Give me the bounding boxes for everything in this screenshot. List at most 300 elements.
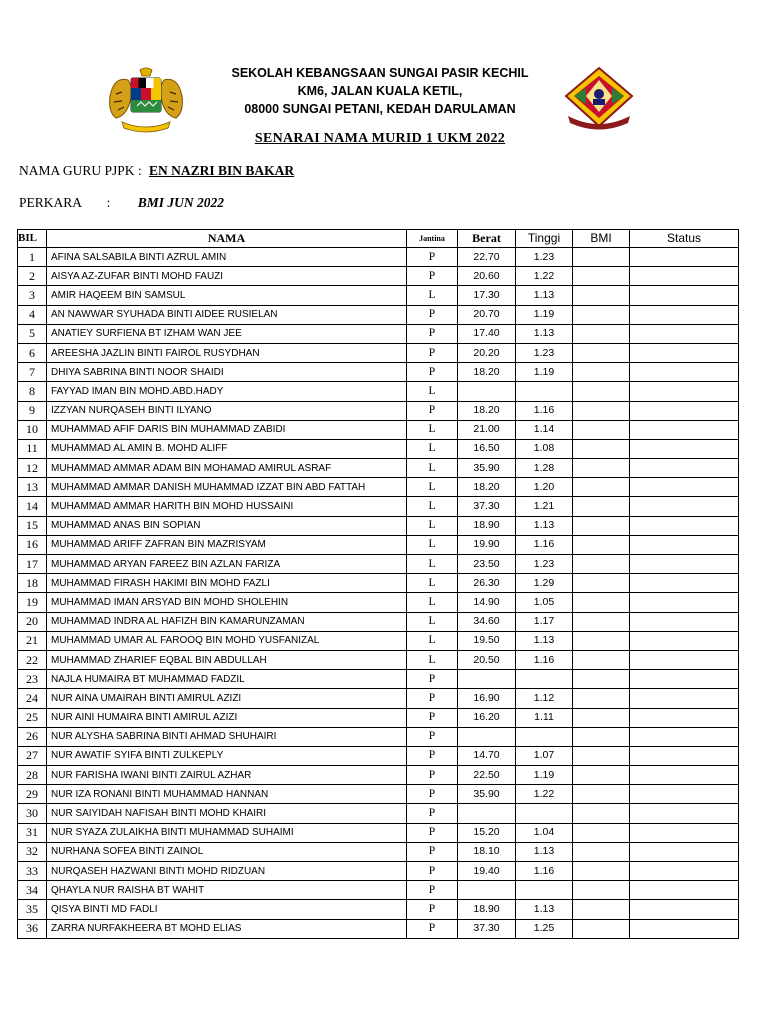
cell-status [630, 919, 739, 938]
cell-status [630, 267, 739, 286]
cell-bil: 30 [18, 804, 47, 823]
cell-berat: 35.90 [458, 459, 516, 478]
cell-nama: AMIR HAQEEM BIN SAMSUL [47, 286, 407, 305]
cell-nama: MUHAMMAD AFIF DARIS BIN MUHAMMAD ZABIDI [47, 420, 407, 439]
cell-bmi [573, 631, 630, 650]
cell-jantina: P [407, 746, 458, 765]
cell-jantina: P [407, 785, 458, 804]
table-row [18, 842, 739, 861]
cell-status [630, 746, 739, 765]
cell-berat [458, 670, 516, 689]
cell-bmi [573, 881, 630, 900]
cell-jantina: P [407, 401, 458, 420]
cell-nama: AN NAWWAR SYUHADA BINTI AIDEE RUSIELAN [47, 305, 407, 324]
cell-bil: 27 [18, 746, 47, 765]
cell-tinggi: 1.16 [516, 535, 573, 554]
table-row [18, 708, 739, 727]
cell-jantina: L [407, 382, 458, 401]
cell-status [630, 708, 739, 727]
cell-bmi [573, 574, 630, 593]
cell-tinggi: 1.17 [516, 612, 573, 631]
cell-jantina: P [407, 363, 458, 382]
cell-bil: 22 [18, 650, 47, 669]
table-row [18, 267, 739, 286]
cell-jantina: P [407, 305, 458, 324]
subject-line [19, 195, 224, 211]
table-row [18, 919, 739, 938]
table-row [18, 766, 739, 785]
cell-bmi [573, 420, 630, 439]
table-row [18, 881, 739, 900]
cell-bmi [573, 727, 630, 746]
cell-tinggi: 1.21 [516, 497, 573, 516]
table-row [18, 248, 739, 267]
cell-nama: ANATIEY SURFIENA BT IZHAM WAN JEE [47, 324, 407, 343]
table-row [18, 439, 739, 458]
cell-bil: 34 [18, 881, 47, 900]
cell-berat: 17.40 [458, 324, 516, 343]
cell-jantina: L [407, 574, 458, 593]
cell-tinggi: 1.22 [516, 785, 573, 804]
cell-bmi [573, 919, 630, 938]
cell-nama: NUR IZA RONANI BINTI MUHAMMAD HANNAN [47, 785, 407, 804]
table-row [18, 420, 739, 439]
cell-tinggi [516, 382, 573, 401]
cell-jantina: P [407, 324, 458, 343]
table-row [18, 305, 739, 324]
cell-berat [458, 727, 516, 746]
cell-bmi [573, 248, 630, 267]
table-row [18, 612, 739, 631]
cell-bil: 10 [18, 420, 47, 439]
cell-nama: MUHAMMAD ZHARIEF EQBAL BIN ABDULLAH [47, 650, 407, 669]
cell-tinggi: 1.22 [516, 267, 573, 286]
cell-berat: 14.70 [458, 746, 516, 765]
cell-berat: 26.30 [458, 574, 516, 593]
cell-bil: 13 [18, 478, 47, 497]
cell-bil: 15 [18, 516, 47, 535]
cell-jantina: L [407, 612, 458, 631]
cell-tinggi: 1.23 [516, 555, 573, 574]
cell-bmi [573, 363, 630, 382]
cell-nama: MUHAMMAD UMAR AL FAROOQ BIN MOHD YUSFANIZAL [47, 631, 407, 650]
cell-nama: MUHAMMAD INDRA AL HAFIZH BIN KAMARUNZAMAN [47, 612, 407, 631]
cell-status [630, 574, 739, 593]
table-row [18, 689, 739, 708]
cell-bmi [573, 823, 630, 842]
cell-nama: MUHAMMAD ARYAN FAREEZ BIN AZLAN FARIZA [47, 555, 407, 574]
cell-bmi [573, 689, 630, 708]
cell-status [630, 766, 739, 785]
cell-bil: 25 [18, 708, 47, 727]
cell-bmi [573, 766, 630, 785]
cell-jantina: P [407, 670, 458, 689]
cell-status [630, 631, 739, 650]
table-row [18, 823, 739, 842]
cell-tinggi: 1.05 [516, 593, 573, 612]
cell-bil: 8 [18, 382, 47, 401]
cell-berat: 16.50 [458, 439, 516, 458]
cell-status [630, 305, 739, 324]
cell-bil: 17 [18, 555, 47, 574]
cell-nama: AFINA SALSABILA BINTI AZRUL AMIN [47, 248, 407, 267]
table-row [18, 593, 739, 612]
cell-jantina: L [407, 535, 458, 554]
cell-bil: 32 [18, 842, 47, 861]
cell-nama: AISYA AZ-ZUFAR BINTI MOHD FAUZI [47, 267, 407, 286]
cell-berat [458, 881, 516, 900]
table-row [18, 535, 739, 554]
cell-tinggi: 1.19 [516, 363, 573, 382]
cell-nama: ZARRA NURFAKHEERA BT MOHD ELIAS [47, 919, 407, 938]
table-row [18, 286, 739, 305]
cell-tinggi: 1.04 [516, 823, 573, 842]
cell-bmi [573, 439, 630, 458]
cell-bil: 19 [18, 593, 47, 612]
cell-status [630, 593, 739, 612]
cell-tinggi: 1.13 [516, 842, 573, 861]
cell-nama: NUR SAIYIDAH NAFISAH BINTI MOHD KHAIRI [47, 804, 407, 823]
cell-nama: IZZYAN NURQASEH BINTI ILYANO [47, 401, 407, 420]
table-row [18, 670, 739, 689]
cell-bmi [573, 286, 630, 305]
cell-bmi [573, 670, 630, 689]
cell-status [630, 670, 739, 689]
cell-nama: MUHAMMAD AMMAR ADAM BIN MOHAMAD AMIRUL ASRAF [47, 459, 407, 478]
list-title: SENARAI NAMA MURID 1 UKM 2022 [254, 131, 506, 146]
cell-berat: 18.90 [458, 516, 516, 535]
cell-nama: MUHAMMAD ANAS BIN SOPIAN [47, 516, 407, 535]
school-address-line2: 08000 SUNGAI PETANI, KEDAH DARULAMAN [244, 102, 516, 116]
cell-tinggi: 1.16 [516, 401, 573, 420]
cell-tinggi: 1.28 [516, 459, 573, 478]
cell-bil: 21 [18, 631, 47, 650]
cell-status [630, 862, 739, 881]
teacher-line [19, 163, 294, 179]
table-row [18, 459, 739, 478]
table-row [18, 804, 739, 823]
cell-bil: 12 [18, 459, 47, 478]
cell-nama: QHAYLA NUR RAISHA BT WAHIT [47, 881, 407, 900]
cell-jantina: P [407, 766, 458, 785]
cell-jantina: P [407, 248, 458, 267]
cell-tinggi [516, 881, 573, 900]
cell-bmi [573, 593, 630, 612]
cell-nama: MUHAMMAD IMAN ARSYAD BIN MOHD SHOLEHIN [47, 593, 407, 612]
cell-status [630, 420, 739, 439]
cell-nama: NUR FARISHA IWANI BINTI ZAIRUL AZHAR [47, 766, 407, 785]
cell-berat: 18.20 [458, 363, 516, 382]
cell-tinggi: 1.16 [516, 650, 573, 669]
cell-status [630, 650, 739, 669]
cell-bmi [573, 459, 630, 478]
cell-jantina: L [407, 459, 458, 478]
cell-jantina: P [407, 267, 458, 286]
cell-berat: 22.70 [458, 248, 516, 267]
cell-berat: 20.50 [458, 650, 516, 669]
school-address-line1: KM6, JALAN KUALA KETIL, [297, 84, 463, 98]
cell-nama: MUHAMMAD AMMAR DANISH MUHAMMAD IZZAT BIN ABD FATTAH [47, 478, 407, 497]
cell-nama: MUHAMMAD ARIFF ZAFRAN BIN MAZRISYAM [47, 535, 407, 554]
cell-tinggi: 1.23 [516, 343, 573, 362]
cell-jantina: P [407, 708, 458, 727]
cell-bmi [573, 478, 630, 497]
cell-jantina: P [407, 823, 458, 842]
cell-jantina: P [407, 881, 458, 900]
cell-tinggi: 1.19 [516, 766, 573, 785]
cell-bmi [573, 785, 630, 804]
cell-nama: NUR AINI HUMAIRA BINTI AMIRUL AZIZI [47, 708, 407, 727]
cell-nama: NURQASEH HAZWANI BINTI MOHD RIDZUAN [47, 862, 407, 881]
cell-berat: 18.90 [458, 900, 516, 919]
cell-tinggi: 1.08 [516, 439, 573, 458]
cell-nama: DHIYA SABRINA BINTI NOOR SHAIDI [47, 363, 407, 382]
cell-status [630, 535, 739, 554]
cell-nama: AREESHA JAZLIN BINTI FAIROL RUSYDHAN [47, 343, 407, 362]
cell-berat: 19.50 [458, 631, 516, 650]
cell-bil: 31 [18, 823, 47, 842]
cell-tinggi: 1.20 [516, 478, 573, 497]
col-header-tinggi: Tinggi [516, 230, 573, 248]
cell-status [630, 382, 739, 401]
cell-bmi [573, 267, 630, 286]
cell-status [630, 727, 739, 746]
cell-status [630, 555, 739, 574]
cell-jantina: L [407, 420, 458, 439]
table-row [18, 343, 739, 362]
cell-status [630, 478, 739, 497]
cell-status [630, 689, 739, 708]
cell-berat: 14.90 [458, 593, 516, 612]
cell-bmi [573, 612, 630, 631]
cell-bil: 3 [18, 286, 47, 305]
cell-bmi [573, 324, 630, 343]
cell-tinggi: 1.25 [516, 919, 573, 938]
subject-value: BMI JUN 2022 [137, 195, 225, 210]
cell-jantina: P [407, 900, 458, 919]
cell-bil: 28 [18, 766, 47, 785]
cell-jantina: P [407, 804, 458, 823]
cell-berat: 18.20 [458, 401, 516, 420]
cell-status [630, 439, 739, 458]
cell-tinggi [516, 804, 573, 823]
table-row [18, 631, 739, 650]
subject-label: PERKARA [19, 195, 82, 210]
col-header-status: Status [630, 230, 739, 248]
cell-tinggi: 1.16 [516, 862, 573, 881]
cell-bmi [573, 862, 630, 881]
cell-bmi [573, 382, 630, 401]
cell-jantina: P [407, 343, 458, 362]
table-row [18, 785, 739, 804]
cell-bil: 16 [18, 535, 47, 554]
cell-status [630, 459, 739, 478]
cell-bil: 26 [18, 727, 47, 746]
cell-bmi [573, 842, 630, 861]
cell-bmi [573, 650, 630, 669]
cell-bil: 14 [18, 497, 47, 516]
cell-status [630, 324, 739, 343]
cell-bmi [573, 343, 630, 362]
teacher-name: EN NAZRI BIN BAKAR [149, 163, 295, 178]
cell-bil: 5 [18, 324, 47, 343]
col-header-bil: BIL [18, 230, 47, 248]
cell-nama: MUHAMMAD FIRASH HAKIMI BIN MOHD FAZLI [47, 574, 407, 593]
cell-berat: 18.20 [458, 478, 516, 497]
cell-tinggi: 1.14 [516, 420, 573, 439]
cell-tinggi [516, 670, 573, 689]
cell-tinggi: 1.13 [516, 900, 573, 919]
cell-status [630, 497, 739, 516]
cell-berat: 18.10 [458, 842, 516, 861]
table-row [18, 650, 739, 669]
cell-status [630, 612, 739, 631]
cell-bil: 36 [18, 919, 47, 938]
cell-bil: 9 [18, 401, 47, 420]
cell-bmi [573, 708, 630, 727]
cell-nama: NUR SYAZA ZULAIKHA BINTI MUHAMMAD SUHAIMI [47, 823, 407, 842]
cell-bmi [573, 401, 630, 420]
cell-berat: 15.20 [458, 823, 516, 842]
cell-tinggi: 1.13 [516, 631, 573, 650]
cell-bil: 4 [18, 305, 47, 324]
cell-status [630, 516, 739, 535]
table-row [18, 478, 739, 497]
cell-nama: NUR AWATIF SYIFA BINTI ZULKEPLY [47, 746, 407, 765]
cell-status [630, 804, 739, 823]
cell-berat: 19.90 [458, 535, 516, 554]
cell-berat: 22.50 [458, 766, 516, 785]
cell-nama: QISYA BINTI MD FADLI [47, 900, 407, 919]
cell-bmi [573, 497, 630, 516]
cell-berat: 16.90 [458, 689, 516, 708]
cell-bmi [573, 900, 630, 919]
cell-bil: 33 [18, 862, 47, 881]
cell-jantina: P [407, 689, 458, 708]
cell-jantina: P [407, 862, 458, 881]
cell-berat: 20.70 [458, 305, 516, 324]
table-row [18, 324, 739, 343]
table-row [18, 401, 739, 420]
cell-bil: 1 [18, 248, 47, 267]
cell-bil: 35 [18, 900, 47, 919]
cell-status [630, 881, 739, 900]
cell-jantina: L [407, 593, 458, 612]
cell-bil: 24 [18, 689, 47, 708]
table-row [18, 497, 739, 516]
student-table [17, 229, 739, 939]
cell-tinggi [516, 727, 573, 746]
cell-bil: 7 [18, 363, 47, 382]
cell-nama: FAYYAD IMAN BIN MOHD.ABD.HADY [47, 382, 407, 401]
cell-nama: NUR ALYSHA SABRINA BINTI AHMAD SHUHAIRI [47, 727, 407, 746]
cell-jantina: L [407, 497, 458, 516]
cell-berat [458, 804, 516, 823]
table-row [18, 900, 739, 919]
cell-bil: 23 [18, 670, 47, 689]
cell-tinggi: 1.13 [516, 516, 573, 535]
cell-berat: 37.30 [458, 919, 516, 938]
cell-status [630, 900, 739, 919]
cell-nama: NAJLA HUMAIRA BT MUHAMMAD FADZIL [47, 670, 407, 689]
cell-bil: 18 [18, 574, 47, 593]
col-header-jantina: Jantina [407, 230, 458, 248]
cell-berat: 20.20 [458, 343, 516, 362]
cell-jantina: L [407, 555, 458, 574]
cell-berat: 19.40 [458, 862, 516, 881]
cell-berat: 37.30 [458, 497, 516, 516]
cell-berat [458, 382, 516, 401]
school-crest-icon [562, 66, 636, 132]
cell-bil: 2 [18, 267, 47, 286]
cell-jantina: L [407, 439, 458, 458]
table-row [18, 363, 739, 382]
cell-nama: MUHAMMAD AMMAR HARITH BIN MOHD HUSSAINI [47, 497, 407, 516]
table-row [18, 574, 739, 593]
subject-separator: : [106, 195, 111, 210]
table-header-row [18, 230, 739, 248]
table-row [18, 555, 739, 574]
cell-berat: 21.00 [458, 420, 516, 439]
cell-bmi [573, 516, 630, 535]
cell-bil: 11 [18, 439, 47, 458]
cell-bmi [573, 305, 630, 324]
cell-tinggi: 1.13 [516, 324, 573, 343]
cell-jantina: L [407, 478, 458, 497]
cell-tinggi: 1.19 [516, 305, 573, 324]
table-row [18, 516, 739, 535]
cell-jantina: P [407, 727, 458, 746]
cell-berat: 34.60 [458, 612, 516, 631]
table-body [18, 248, 739, 939]
cell-bmi [573, 535, 630, 554]
cell-status [630, 286, 739, 305]
cell-berat: 20.60 [458, 267, 516, 286]
cell-jantina: P [407, 919, 458, 938]
col-header-bmi: BMI [573, 230, 630, 248]
table-row [18, 746, 739, 765]
cell-tinggi: 1.12 [516, 689, 573, 708]
cell-berat: 23.50 [458, 555, 516, 574]
table-row [18, 862, 739, 881]
cell-jantina: L [407, 650, 458, 669]
cell-nama: NURHANA SOFEA BINTI ZAINOL [47, 842, 407, 861]
cell-status [630, 401, 739, 420]
cell-status [630, 785, 739, 804]
cell-berat: 17.30 [458, 286, 516, 305]
cell-status [630, 343, 739, 362]
cell-tinggi: 1.13 [516, 286, 573, 305]
cell-bil: 6 [18, 343, 47, 362]
cell-bmi [573, 746, 630, 765]
teacher-label: NAMA GURU PJPK : [19, 163, 142, 178]
school-name: SEKOLAH KEBANGSAAN SUNGAI PASIR KECHIL [231, 66, 529, 80]
cell-bil: 29 [18, 785, 47, 804]
cell-berat: 35.90 [458, 785, 516, 804]
cell-nama: NUR AINA UMAIRAH BINTI AMIRUL AZIZI [47, 689, 407, 708]
cell-nama: MUHAMMAD AL AMIN B. MOHD ALIFF [47, 439, 407, 458]
cell-status [630, 842, 739, 861]
cell-jantina: L [407, 631, 458, 650]
cell-tinggi: 1.29 [516, 574, 573, 593]
cell-jantina: P [407, 842, 458, 861]
cell-bmi [573, 804, 630, 823]
cell-jantina: L [407, 516, 458, 535]
col-header-nama: NAMA [47, 230, 407, 248]
cell-berat: 16.20 [458, 708, 516, 727]
cell-tinggi: 1.11 [516, 708, 573, 727]
cell-status [630, 248, 739, 267]
